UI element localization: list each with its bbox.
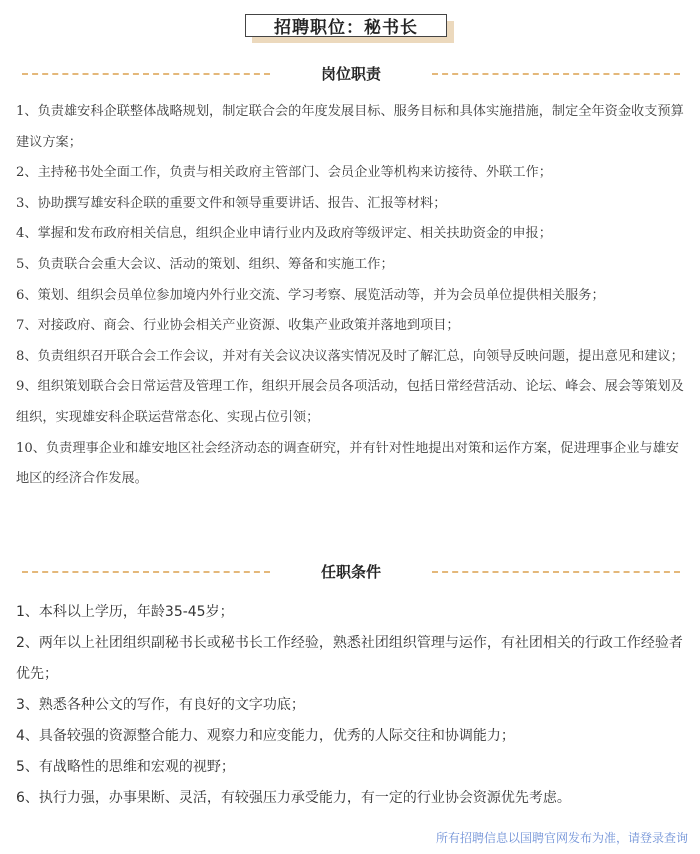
list-item: 10、负责理事企业和雄安地区社会经济动态的调查研究，并有针对性地提出对策和运作方案，促进理事企业与雄安地区的经济合作发展。 [16, 440, 679, 487]
list-item: 2、两年以上社团组织副秘书长或秘书长工作经验，熟悉社团组织管理与运作，有社团相关的行政工作经验者优先； [16, 635, 683, 682]
list-item: 3、协助撰写雄安科企联的重要文件和领导重要讲话、报告、汇报等材料； [16, 195, 447, 211]
list-item: 4、具备较强的资源整合能力、观察力和应变能力，优秀的人际交往和协调能力； [16, 728, 515, 744]
list-item: 8、负责组织召开联合会工作会议，并对有关会议决议落实情况及时了解汇总，向领导反映问题，提出意见和建议； [16, 348, 684, 364]
list-item: 1、本科以上学历，年龄35-45岁； [16, 604, 234, 620]
duties-heading: 岗位职责 [320, 65, 381, 83]
footer-note-link[interactable]: 所有招聘信息以国聘官网发布为准，请登录查询 [435, 831, 688, 845]
list-item: 3、熟悉各种公文的写作，有良好的文字功底； [16, 697, 305, 713]
requirements-section-header [0, 561, 700, 583]
list-item: 6、策划、组织会员单位参加境内外行业交流、学习考察、展览活动等，并为会员单位提供相关服务； [16, 287, 605, 303]
page-title-banner [0, 12, 700, 46]
list-item: 1、负责雄安科企联整体战略规划，制定联合会的年度发展目标、服务目标和具体实施措施，制定全年资金收支预算建议方案； [16, 104, 684, 150]
page-title: 招聘职位：秘书长 [274, 18, 418, 38]
list-item: 5、有战略性的思维和宏观的视野； [16, 759, 235, 775]
requirements-list [16, 597, 688, 814]
duties-list [16, 97, 688, 495]
divider-right [432, 571, 680, 573]
duties-section-header [0, 63, 700, 85]
list-item: 9、组织策划联合会日常运营及管理工作，组织开展会员各项活动，包括日常经营活动、论坛、峰会、展会等策划及组织，实现雄安科企联运营常态化、实现占位引领； [16, 379, 684, 425]
list-item: 5、负责联合会重大会议、活动的策划、组织、筹备和实施工作； [16, 256, 394, 272]
divider-left [22, 571, 270, 573]
title-box [245, 14, 447, 37]
requirements-heading: 任职条件 [320, 563, 381, 581]
divider-left [22, 73, 270, 75]
list-item: 7、对接政府、商会、行业协会相关产业资源、收集产业政策并落地到项目； [16, 318, 460, 334]
list-item: 4、掌握和发布政府相关信息，组织企业申请行业内及政府等级评定、相关扶助资金的申报； [16, 226, 552, 242]
list-item: 2、主持秘书处全面工作，负责与相关政府主管部门、会员企业等机构来访接待、外联工作； [16, 165, 552, 181]
divider-right [432, 73, 680, 75]
list-item: 6、执行力强，办事果断、灵活，有较强压力承受能力，有一定的行业协会资源优先考虑。 [16, 790, 571, 806]
